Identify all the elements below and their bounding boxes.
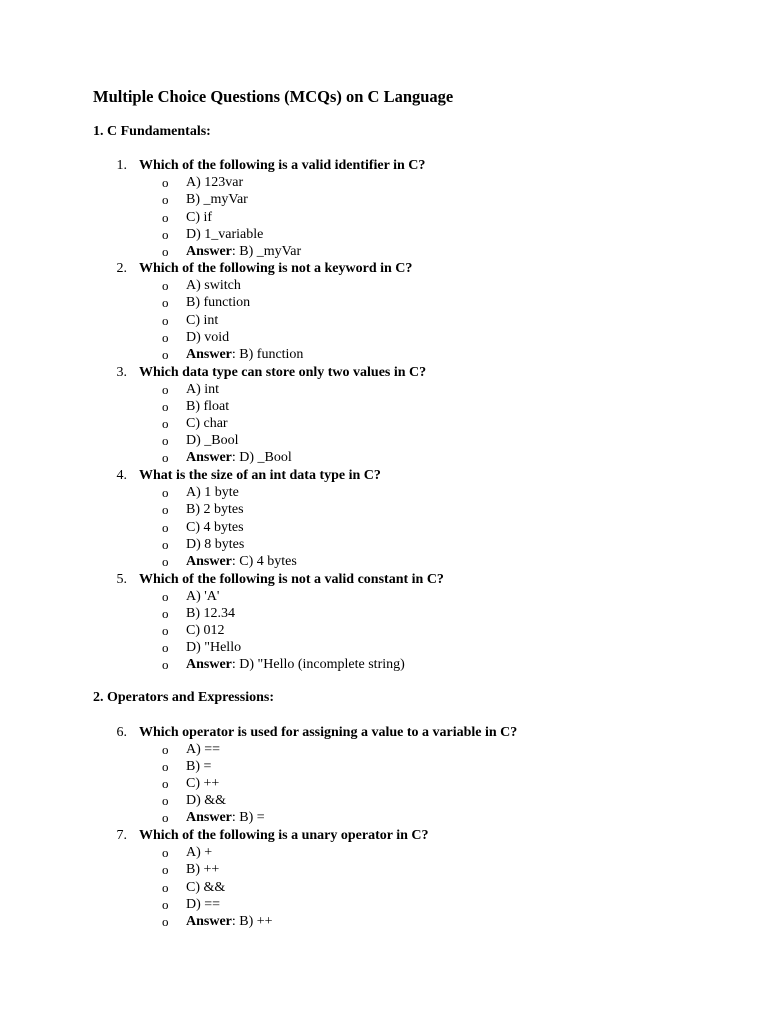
bullet-marker: o (162, 519, 169, 535)
option-item (0, 844, 768, 861)
bullet-marker: o (162, 381, 169, 397)
question-number: 7. (116, 828, 127, 843)
option-text: A) int (186, 381, 220, 397)
option-item (0, 896, 768, 913)
question-number: 4. (116, 468, 127, 483)
option-item (0, 792, 768, 809)
answer-label: Answer (186, 657, 232, 673)
answer-label: Answer (186, 346, 232, 362)
question-text: Which operator is used for assigning a value to a variable in C? (139, 724, 518, 740)
option-item (0, 622, 768, 639)
bullet-marker: o (162, 588, 169, 604)
section-heading: 2. Operators and Expressions: (93, 690, 274, 705)
bullet-marker: o (162, 226, 169, 242)
option-text: D) 8 bytes (186, 536, 245, 552)
option-item (0, 226, 768, 243)
question-text: What is the size of an int data type in C? (139, 468, 381, 483)
bullet-marker: o (162, 329, 169, 345)
question-item (0, 724, 768, 827)
answer-label: Answer (186, 243, 232, 259)
bullet-marker: o (162, 433, 169, 449)
option-item (0, 775, 768, 792)
option-item (0, 381, 768, 398)
option-item (0, 605, 768, 622)
bullet-marker: o (162, 398, 169, 414)
answer-value: : B) _myVar (231, 243, 302, 259)
answer-value: : B) ++ (231, 913, 273, 929)
bullet-marker: o (162, 605, 169, 621)
option-text: C) int (186, 312, 219, 328)
option-item (0, 277, 768, 294)
option-item (0, 415, 768, 432)
bullet-marker: o (162, 810, 169, 826)
bullet-marker: o (162, 879, 169, 895)
bullet-marker: o (162, 913, 169, 929)
bullet-marker: o (162, 278, 169, 294)
bullet-marker: o (162, 776, 169, 792)
option-text: B) function (186, 295, 251, 311)
bullet-marker: o (162, 657, 169, 673)
question-item (0, 571, 768, 674)
option-text: A) 'A' (186, 588, 220, 604)
answer-item (0, 553, 768, 570)
question-number: 2. (116, 261, 127, 276)
option-text: D) 1_variable (186, 226, 264, 242)
question-number: 3. (116, 364, 127, 380)
answer-value: : C) 4 bytes (231, 553, 297, 569)
bullet-marker: o (162, 502, 169, 518)
question-text: Which of the following is a valid identifier in C? (139, 158, 426, 173)
option-item (0, 174, 768, 191)
answer-value: : B) function (231, 346, 304, 362)
bullet-marker: o (162, 793, 169, 809)
answer-label: Answer (186, 553, 232, 569)
option-item (0, 501, 768, 518)
option-text: A) 123var (186, 175, 244, 191)
answer-value: : B) = (231, 810, 265, 826)
option-item (0, 312, 768, 329)
option-item (0, 861, 768, 878)
question-text: Which of the following is not a keyword in C? (139, 261, 413, 276)
option-text: A) + (186, 845, 213, 861)
option-item (0, 741, 768, 758)
option-text: D) void (186, 329, 230, 345)
bullet-marker: o (162, 209, 169, 225)
answer-value: : D) "Hello (incomplete string) (231, 657, 405, 673)
answer-value: : D) _Bool (231, 450, 292, 466)
question-item (0, 260, 768, 363)
option-item (0, 536, 768, 553)
option-item (0, 758, 768, 775)
answer-label: Answer (186, 913, 232, 929)
question-number: 5. (116, 571, 127, 587)
answer-item (0, 656, 768, 673)
bullet-marker: o (162, 758, 169, 774)
question-item (0, 827, 768, 930)
option-item (0, 191, 768, 208)
answer-label: Answer (186, 450, 232, 466)
bullet-marker: o (162, 243, 169, 259)
option-text: D) == (186, 896, 221, 912)
option-text: B) 12.34 (186, 605, 235, 621)
option-text: B) float (186, 398, 230, 414)
question-item (0, 157, 768, 260)
option-text: C) && (186, 879, 226, 895)
section-heading: 1. C Fundamentals: (93, 124, 211, 139)
option-text: B) ++ (186, 862, 220, 878)
option-text: C) char (186, 416, 228, 432)
option-text: D) "Hello (186, 640, 242, 656)
option-text: D) _Bool (186, 433, 239, 449)
option-item (0, 519, 768, 536)
bullet-marker: o (162, 450, 169, 466)
question-text: Which data type can store only two values in C? (139, 364, 427, 380)
option-item (0, 398, 768, 415)
bullet-marker: o (162, 175, 169, 191)
question-number: 1. (116, 158, 127, 173)
bullet-marker: o (162, 346, 169, 362)
option-item (0, 639, 768, 656)
bullet-marker: o (162, 312, 169, 328)
bullet-marker: o (162, 553, 169, 569)
option-item (0, 432, 768, 449)
question-text: Which of the following is a unary operator in C? (139, 828, 429, 843)
bullet-marker: o (162, 741, 169, 757)
bullet-marker: o (162, 623, 169, 639)
answer-label: Answer (186, 810, 232, 826)
bullet-marker: o (162, 295, 169, 311)
question-item (0, 364, 768, 467)
bullet-marker: o (162, 640, 169, 656)
answer-item (0, 346, 768, 363)
answer-item (0, 243, 768, 260)
option-text: C) ++ (186, 776, 220, 792)
answer-item (0, 809, 768, 826)
bullet-marker: o (162, 485, 169, 501)
option-text: B) _myVar (186, 192, 248, 208)
bullet-marker: o (162, 536, 169, 552)
answer-item (0, 449, 768, 466)
option-text: B) 2 bytes (186, 502, 244, 518)
question-item (0, 467, 768, 570)
bullet-marker: o (162, 845, 169, 861)
option-item (0, 879, 768, 896)
option-item (0, 209, 768, 226)
option-text: A) 1 byte (186, 485, 239, 501)
bullet-marker: o (162, 862, 169, 878)
option-text: C) if (186, 209, 213, 225)
bullet-marker: o (162, 896, 169, 912)
question-number: 6. (116, 724, 127, 740)
option-item (0, 484, 768, 501)
option-item (0, 294, 768, 311)
option-text: A) switch (186, 278, 241, 294)
question-text: Which of the following is not a valid constant in C? (139, 571, 444, 587)
option-text: A) == (186, 741, 221, 757)
option-text: C) 012 (186, 623, 225, 639)
option-item (0, 329, 768, 346)
option-item (0, 588, 768, 605)
option-text: B) = (186, 758, 212, 774)
option-text: D) && (186, 793, 227, 809)
document-title: Multiple Choice Questions (MCQs) on C Language (93, 87, 454, 106)
answer-item (0, 913, 768, 930)
bullet-marker: o (162, 192, 169, 208)
option-text: C) 4 bytes (186, 519, 244, 535)
bullet-marker: o (162, 416, 169, 432)
